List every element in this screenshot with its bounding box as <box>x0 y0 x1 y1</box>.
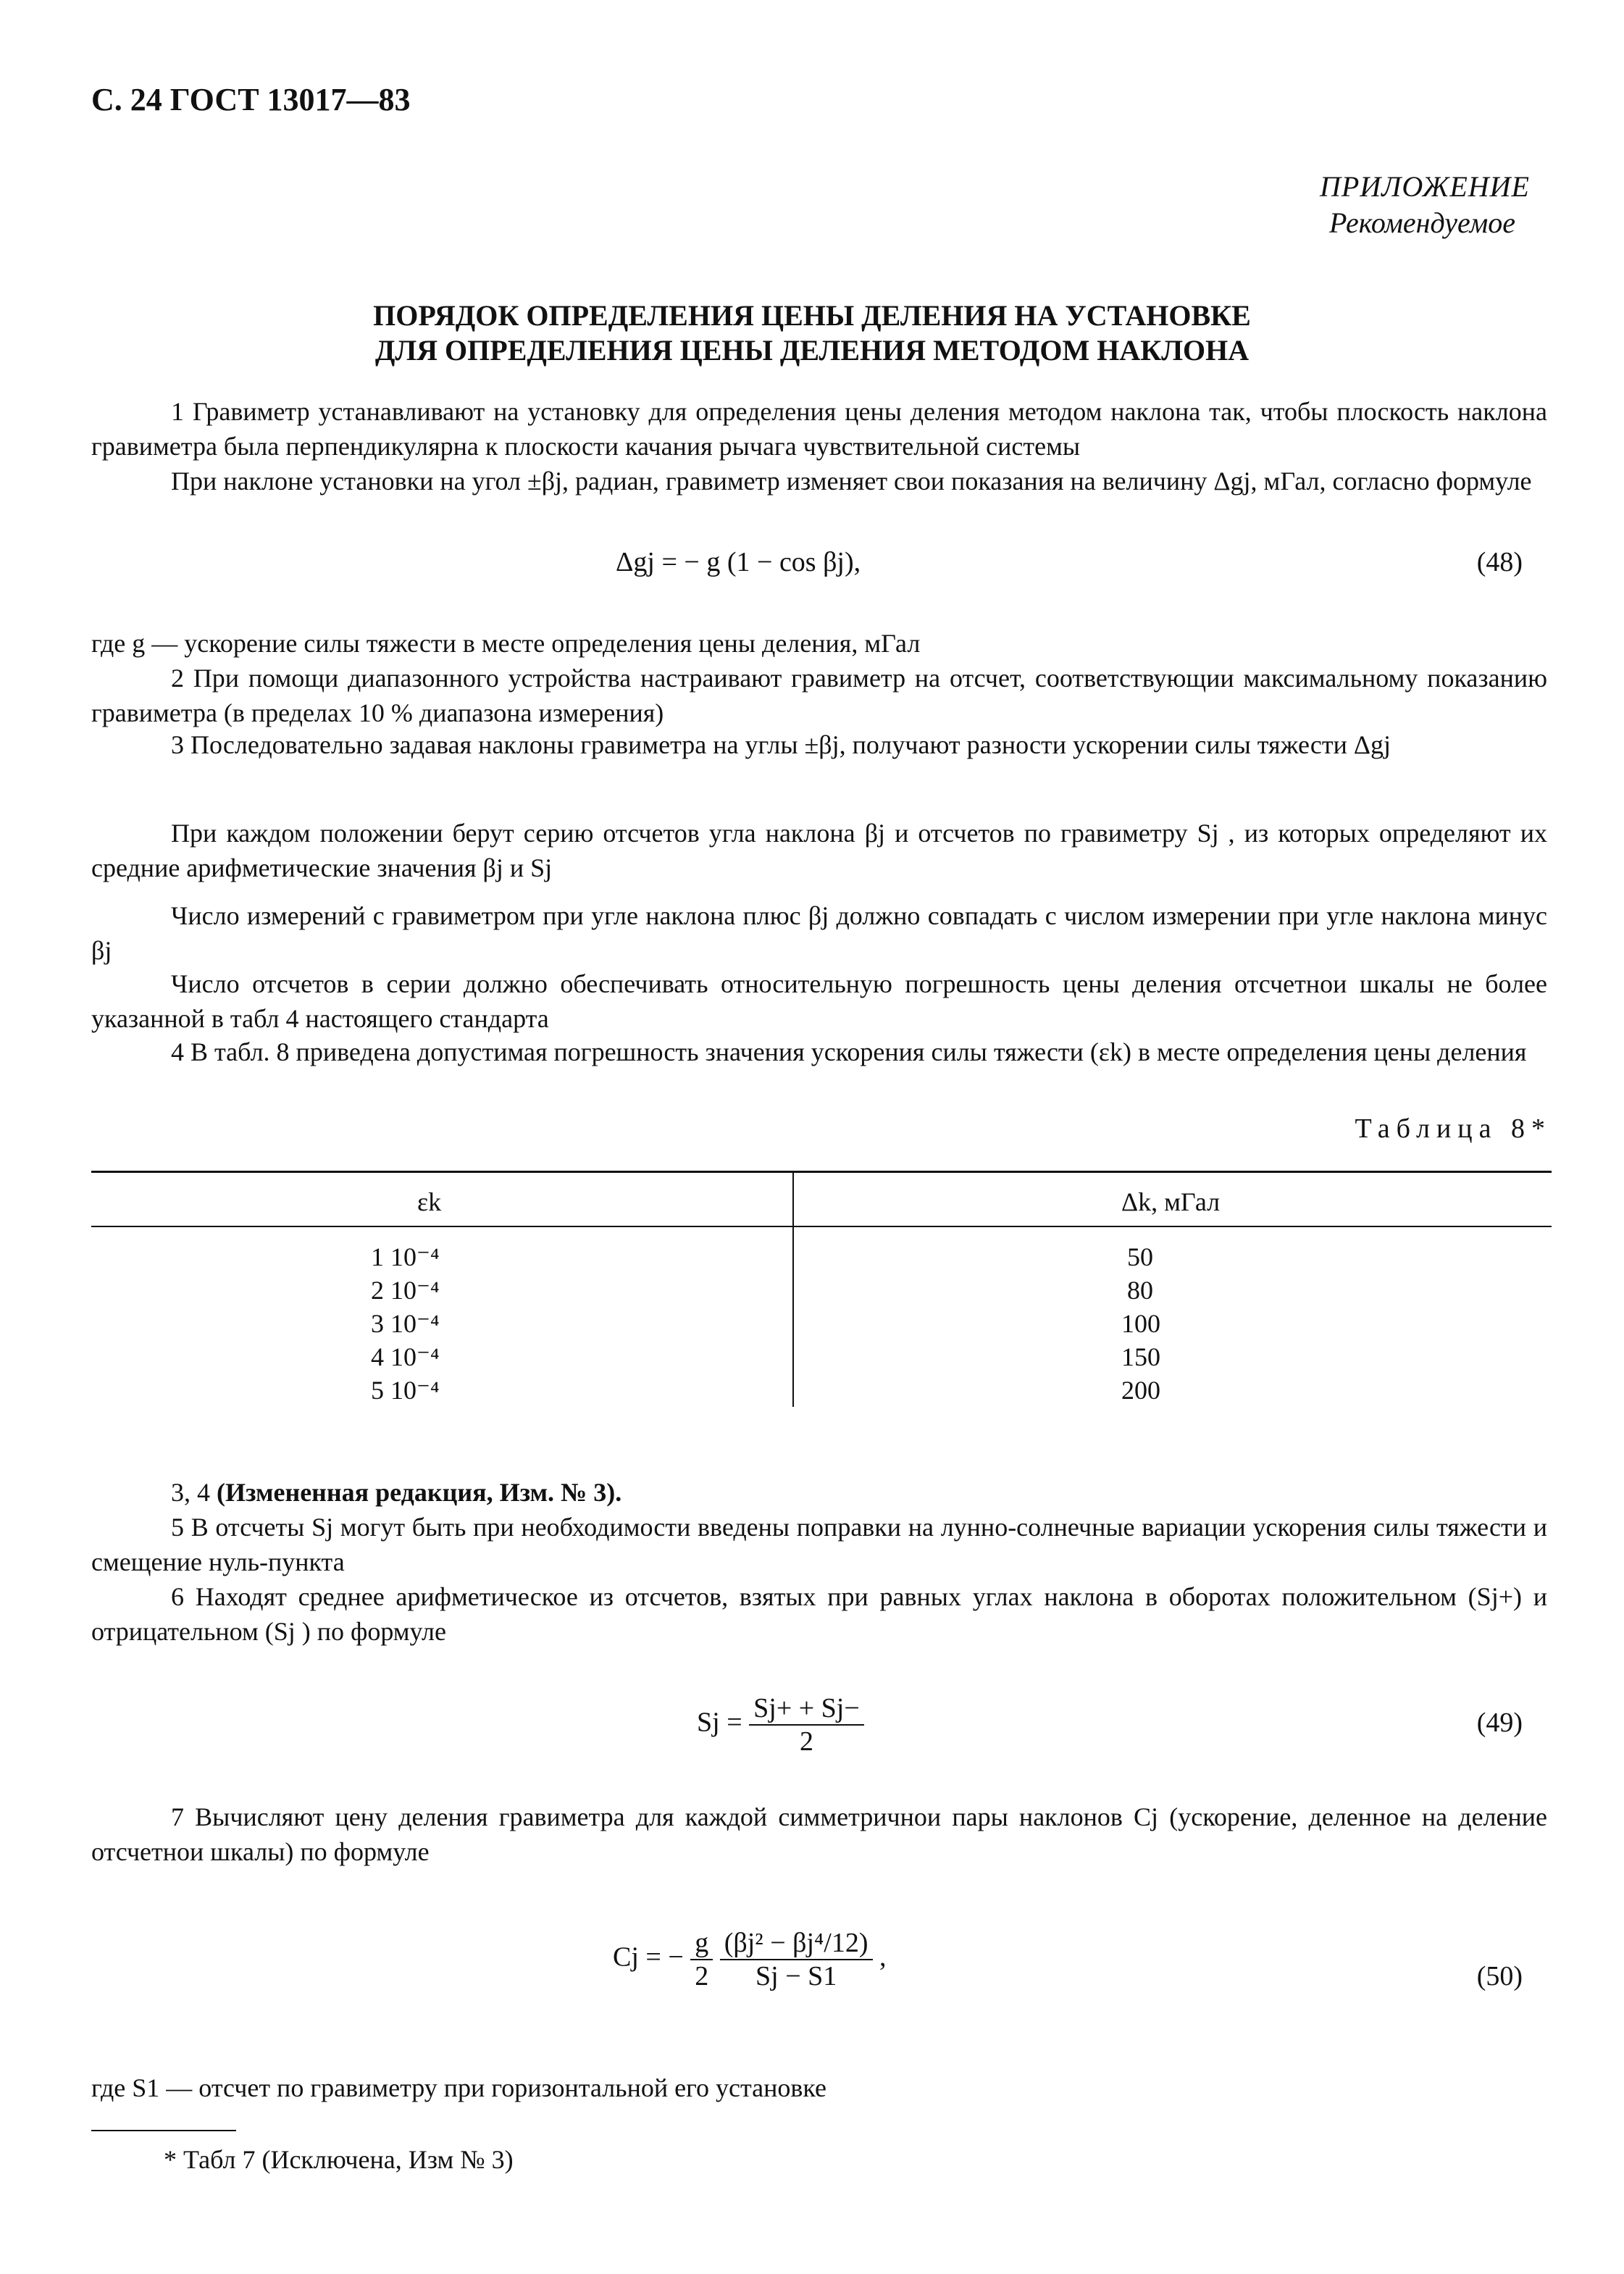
footnote: * Табл 7 (Исключена, Изм № 3) <box>164 2145 514 2174</box>
table-cell-eps: 4 10⁻⁴ <box>371 1342 440 1371</box>
formula-50-lhs: Cj = − <box>613 1941 684 1973</box>
formula-50-coef <box>690 1927 713 1992</box>
table-caption: Таблица 8* <box>1355 1113 1552 1144</box>
table-cell-delta: 200 <box>1121 1376 1160 1405</box>
table-cell-delta: 50 <box>1127 1242 1153 1271</box>
table-cell-delta: 80 <box>1127 1276 1153 1305</box>
paragraph-1c: где g — ускорение силы тяжести в месте определения цены деления, мГал <box>91 629 921 658</box>
appendix-status: Рекомендуемое <box>1328 206 1515 239</box>
paragraph-3d: Число отсчетов в серии должно обеспечивать относительную погрешность цены деления отсчетнои шкалы не более указанной в табл 4 настоящего стандарта <box>91 969 1547 1033</box>
formula-49-numerator: Sj+ + Sj− <box>749 1692 864 1726</box>
title-line-2: ДЛЯ ОПРЕДЕЛЕНИЯ ЦЕНЫ ДЕЛЕНИЯ МЕТОДОМ НАКЛОНА <box>374 334 1250 367</box>
formula-50-g: g <box>690 1927 713 1960</box>
table-header-eps: εk <box>417 1187 442 1216</box>
amendment-text: (Измененная редакция, Изм. № 3). <box>217 1478 622 1507</box>
paragraph-1: 1 Гравиметр устанавливают на установку для определения цены деления методом наклона так, чтобы плоскость наклона гравиметра была перпендикулярна к плоскости качания рычага чувствительной системы <box>91 397 1547 461</box>
footnote-rule <box>91 2130 236 2131</box>
formula-50 <box>613 1927 887 1992</box>
table-cell-eps: 3 10⁻⁴ <box>371 1309 440 1338</box>
formula-49-denominator: 2 <box>799 1726 813 1757</box>
formula-50-numerator: (βj² − βj⁴/12) <box>720 1927 873 1960</box>
formula-49-fraction <box>749 1692 864 1757</box>
formula-49-number: (49) <box>1476 1707 1523 1738</box>
formula-50-fraction <box>720 1927 873 1992</box>
table-header-rule <box>91 1226 1552 1227</box>
title-line-1: ПОРЯДОК ОПРЕДЕЛЕНИЯ ЦЕНЫ ДЕЛЕНИЯ НА УСТАНОВКЕ <box>373 299 1251 332</box>
paragraph-7b: где S1 — отсчет по гравиметру при горизонтальной его установке <box>91 2073 826 2102</box>
formula-49-lhs: Sj = <box>697 1707 742 1738</box>
amendment-items: 3, 4 <box>171 1478 210 1507</box>
paragraph-4: 4 В табл. 8 приведена допустимая погрешность значения ускорения силы тяжести (εk) в месте определения цены деления <box>171 1037 1527 1066</box>
paragraph-1b: При наклоне установки на угол ±βj, радиан, гравиметр изменяет свои показания на величину Δgj, мГал, согласно формуле <box>171 467 1532 496</box>
appendix-label: ПРИЛОЖЕНИЕ <box>1320 170 1530 203</box>
formula-49 <box>697 1692 864 1757</box>
page-header: С. 24 ГОСТ 13017—83 <box>91 82 411 117</box>
table-top-rule <box>91 1171 1552 1173</box>
paragraph-5: 5 В отсчеты Sj могут быть при необходимости введены поправки на лунно-солнечные вариации ускорения силы тяжести и смещение нуль-пункта <box>91 1513 1547 1576</box>
table-cell-delta: 100 <box>1121 1309 1160 1338</box>
table-cell-delta: 150 <box>1121 1342 1160 1371</box>
table-cell-eps: 5 10⁻⁴ <box>371 1376 440 1405</box>
formula-50-tail: , <box>879 1941 887 1973</box>
paragraph-3: 3 Последовательно задавая наклоны гравиметра на углы ±βj, получают разности ускорении силы тяжести Δgj <box>171 730 1391 759</box>
table-cell-eps: 2 10⁻⁴ <box>371 1276 440 1305</box>
formula-48: Δgj = − g (1 − cos βj), <box>616 547 861 577</box>
formula-48-number: (48) <box>1476 547 1523 577</box>
paragraph-3b: При каждом положении берут серию отсчетов угла наклона βj и отсчетов по гравиметру Sj , из которых определяют их средние арифметические значения βj и Sj <box>91 819 1547 882</box>
paragraph-6: 6 Находят среднее арифметическое из отсчетов, взятых при равных углах наклона в оборотах положительном (Sj+) и отрицательном (Sj ) по формуле <box>91 1582 1547 1646</box>
formula-50-denominator: Sj − S1 <box>756 1961 837 1991</box>
paragraph-3c: Число измерений с гравиметром при угле наклона плюс βj должно совпадать с числом измерении при угле наклона минус βj <box>91 901 1547 965</box>
formula-50-two: 2 <box>695 1961 709 1991</box>
formula-50-number: (50) <box>1476 1961 1523 1991</box>
paragraph-2: 2 При помощи диапазонного устройства настраивают гравиметр на отсчет, соответствующии максимальному показанию гравиметра (в пределах 10 % диапазона измерения) <box>91 664 1547 727</box>
table-column-divider <box>792 1171 794 1407</box>
table-header-delta: Δk, мГал <box>1121 1187 1221 1216</box>
table-cell-eps: 1 10⁻⁴ <box>371 1242 440 1271</box>
paragraph-7: 7 Вычисляют цену деления гравиметра для каждой симметричнои пары наклонов Cj (ускорение, деленное на деление отсчетнои шкалы) по формуле <box>91 1802 1547 1866</box>
amendment-note <box>91 1475 1547 1510</box>
